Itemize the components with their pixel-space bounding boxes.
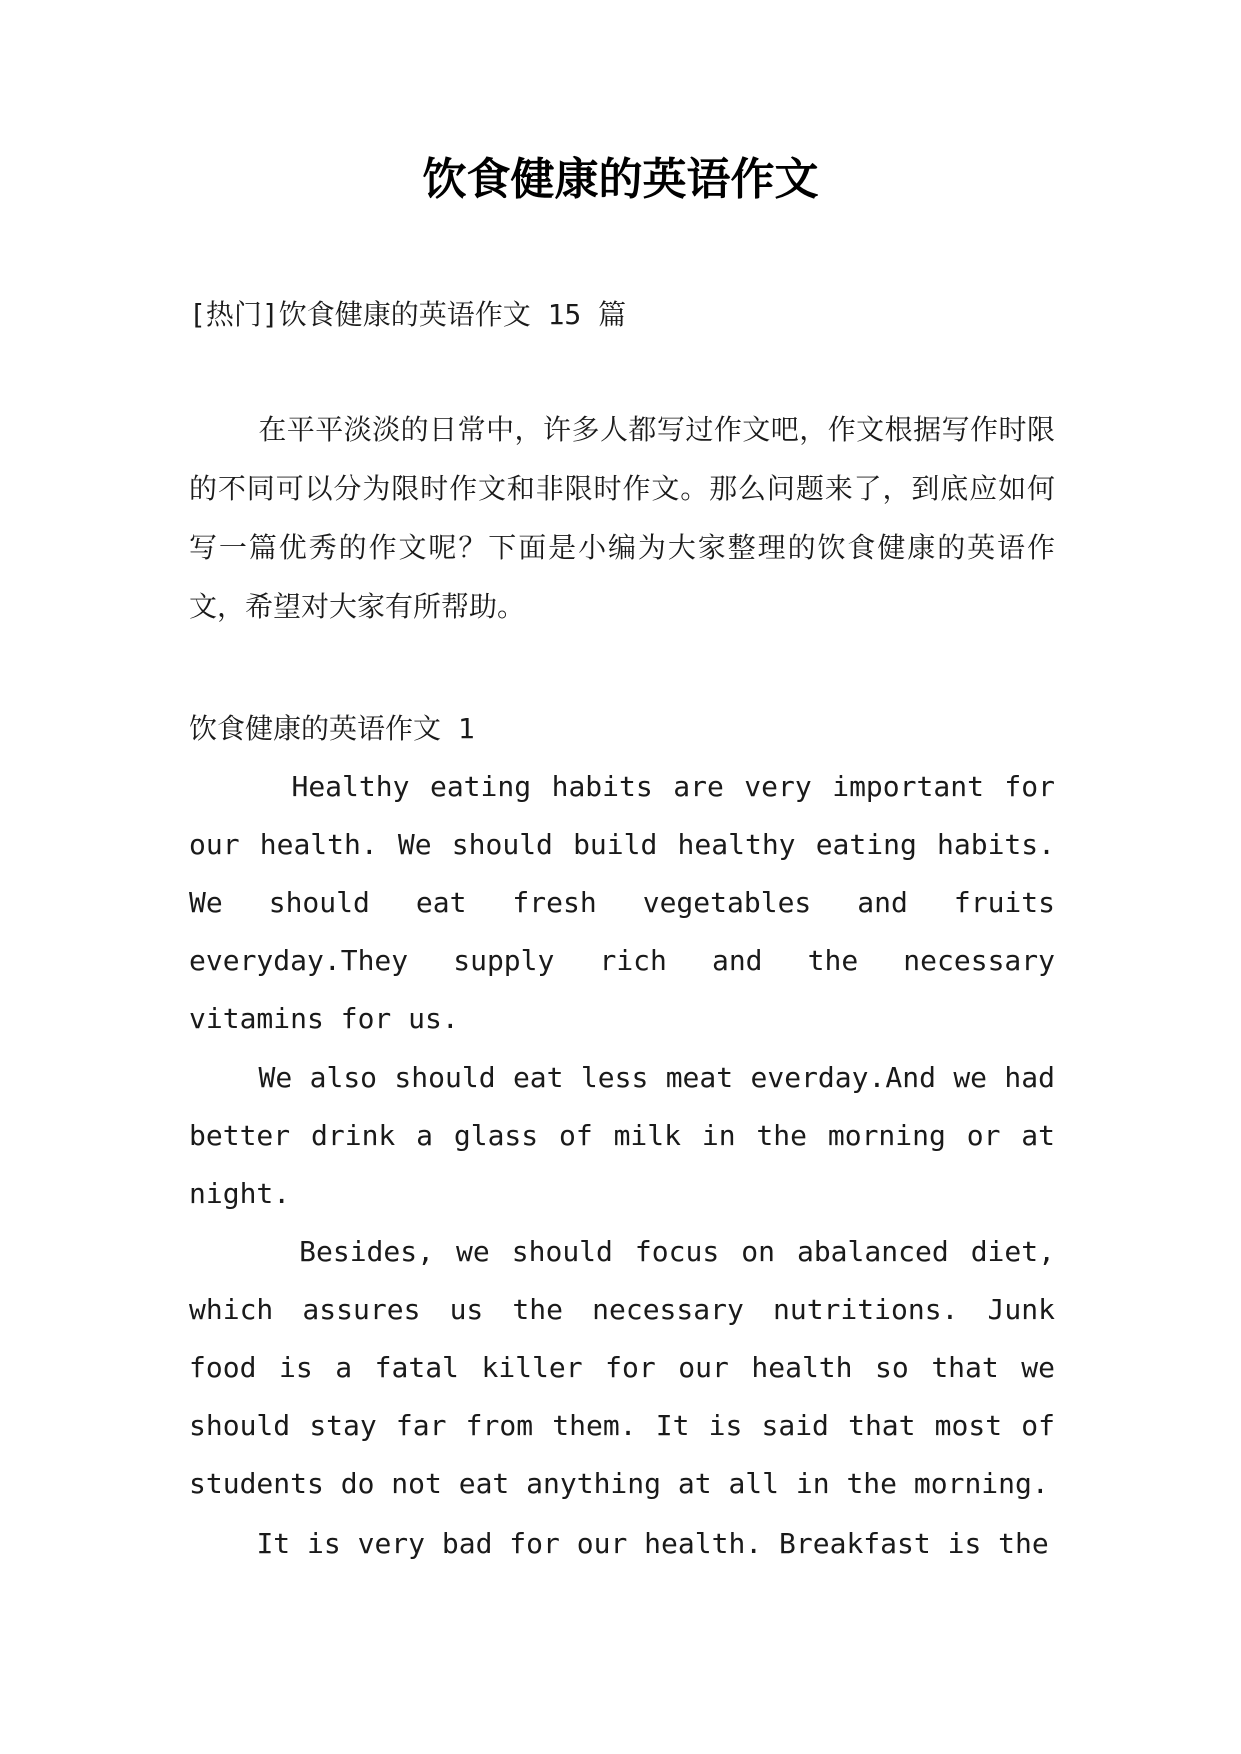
intro-paragraph: 在平平淡淡的日常中，许多人都写过作文吧，作文根据写作时限的不同可以分为限时作文和非限时作文。那么问题来了，到底应如何写一篇优秀的作文呢？下面是小编为大家整理的饮食健康的英语作文，希望对大家有所帮助。 [189,413,1055,623]
essay-paragraph: Healthy eating habits are very important for our health. We should build healthy eating habits. We should eat fresh vegetables and fruits everyday.They supply rich and the necessary vitamins for us. [189,770,1072,1035]
essay-paragraph: We also should eat less meat everday.And we had better drink a glass of milk in the morning or at night. [189,1061,1072,1210]
essay-paragraph: It is very bad for our health. Breakfast is the [189,1527,1049,1560]
document-subtitle: [热门]饮食健康的英语作文 15 篇 [189,298,627,331]
essay-paragraph: Besides, we should focus on abalanced diet, which assures us the necessary nutritions. Junk food is a fatal killer for our health so that we should stay far from them. It is said that most of students do not eat anything at all in the morning. [189,1235,1072,1500]
section-heading: 饮食健康的英语作文 1 [189,712,475,745]
document-title: 饮食健康的英语作文 [422,154,819,205]
